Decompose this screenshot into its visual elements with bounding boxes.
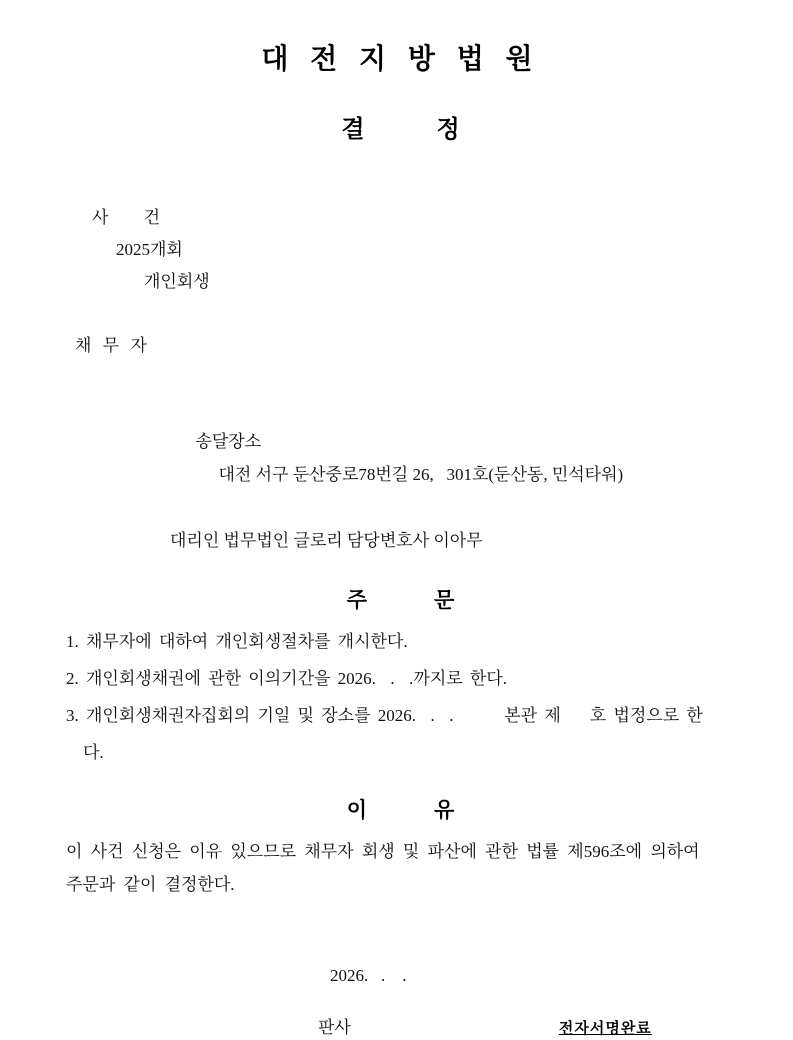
court-name-title: 대 전 지 방 법 원 [261,43,540,74]
order-item-2: 2. 개인회생채권에 관한 이의기간을 2026. . .까지로 한다. [66,669,508,688]
decision-heading-char-2: 정 [436,116,460,143]
reason-line-2: 주문과 같이 결정한다. [66,875,235,894]
attorney-row: 대리인 법무법인 글로리 담당변호사 이아무 [170,531,483,550]
service-block [170,392,735,557]
decision-date: 2026. . . [330,966,407,985]
order-items [66,623,735,771]
decision-heading-char-1: 결 [341,116,365,143]
order-heading-char-2: 문 [434,589,455,612]
decision-heading [66,116,735,144]
order-heading [66,587,735,615]
service-address-label: 송달장소 [195,432,262,451]
case-row [75,170,735,330]
order-item-3-continuation: 다. [83,743,104,762]
order-item-1: 1. 채무자에 대하여 개인회생절차를 개시한다. [66,632,408,651]
signature-row [66,1017,735,1040]
reason-heading-char-2: 유 [434,799,455,822]
case-type: 개인회생 [144,272,210,291]
judge-label: 판사 [318,1018,351,1037]
service-address-row [170,392,735,524]
service-address-value: 대전 서구 둔산중로78번길 26, 301호(둔산동, 민석타워) [218,465,624,484]
case-label: 사 건 [92,208,161,227]
reason-heading-char-1: 이 [346,799,367,822]
order-heading-char-1: 주 [346,589,367,612]
reason-heading [66,797,735,825]
order-item-3: 3. 개인회생채권자집회의 기일 및 장소를 2026. . . 본관 제 호 법정으로 한 [66,706,703,725]
debtor-label: 채 무 자 [75,336,147,355]
case-number: 2025개회 [116,240,183,259]
reason-line-1: 이 사건 신청은 이유 있으므로 채무자 회생 및 파산에 관한 법률 제596조에 의하여 [66,842,700,861]
reason-paragraph [66,835,735,901]
esignature-stamp: 전자서명완료 [558,1021,652,1037]
